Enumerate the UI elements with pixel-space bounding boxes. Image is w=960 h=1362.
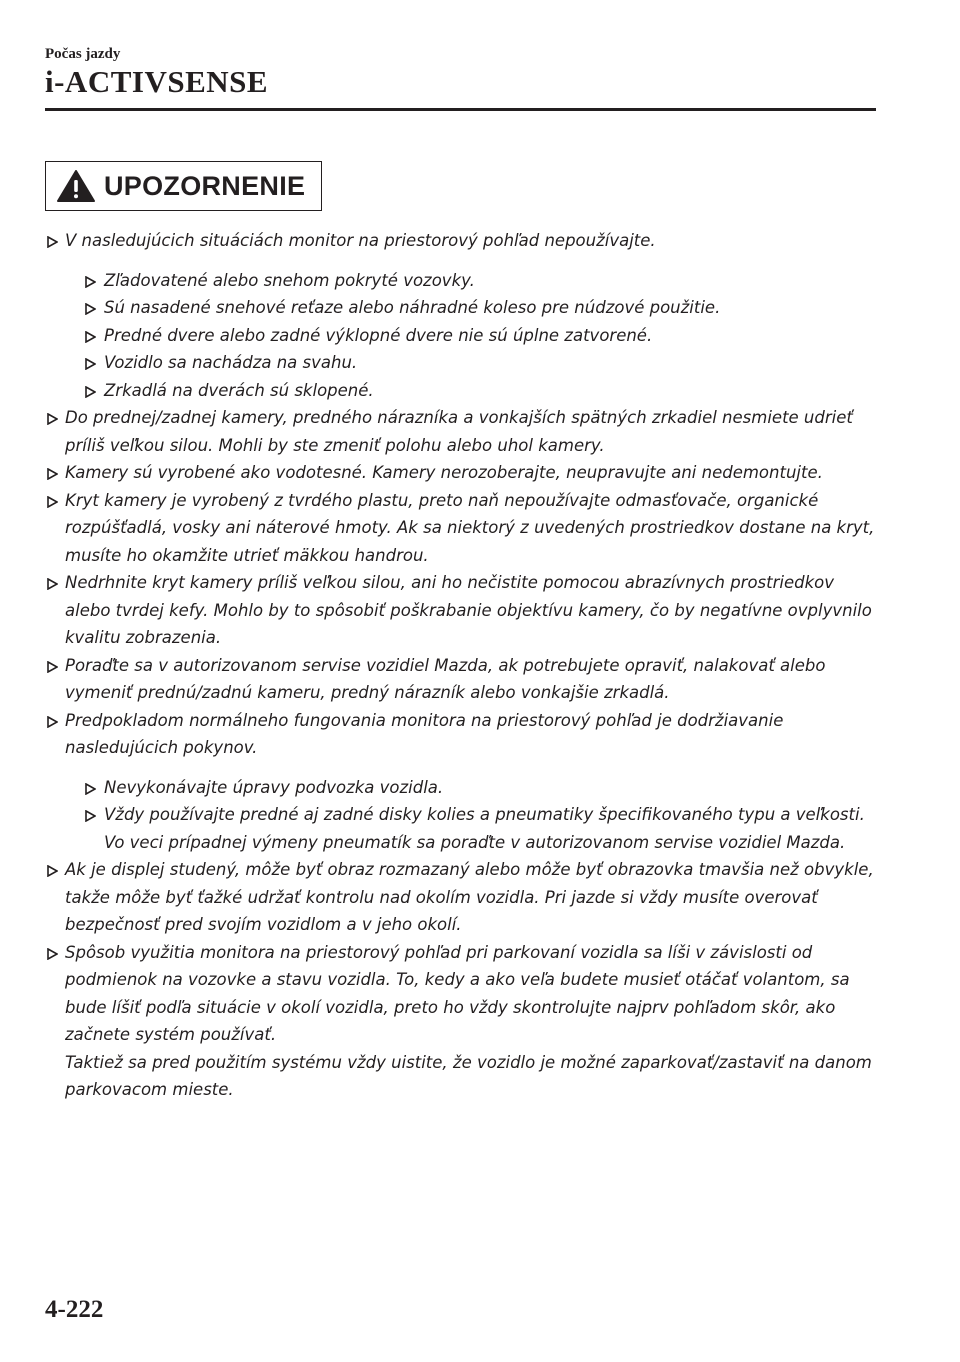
list-item bbox=[46, 939, 876, 1104]
arrow-bullet-icon bbox=[47, 948, 58, 960]
list-item bbox=[46, 569, 876, 652]
item-text: Spôsob využitia monitora na priestorový pohľad pri parkovaní vozidla sa líši v závislosti od podmienok na vozovke a stavu vozidla. To, kedy a ako veľa budete musieť otáčať volantom, sa bude líšiť podľa situácie v okolí vozidla, preto ho vždy skontrolujte najprv pohľadom skôr, ako začnete systém používať. bbox=[65, 942, 850, 1044]
sub-list bbox=[65, 774, 876, 857]
list-item bbox=[46, 856, 876, 939]
item-text: Do prednej/zadnej kamery, predného nárazníka a vonkajších spätných zrkadiel nesmiete udrieť príliš veľkou silou. Mohli by ste zmeniť polohu alebo uhol kamery. bbox=[65, 408, 853, 455]
sub-item-text: Nevykonávajte úpravy podvozka vozidla. bbox=[104, 777, 444, 797]
chapter-title: i-ACTIVSENSE bbox=[45, 64, 269, 99]
item-text: V nasledujúcich situáciách monitor na priestorový pohľad nepoužívajte. bbox=[65, 231, 656, 250]
sub-item-text: Vždy používajte predné aj zadné disky kolies a pneumatiky špecifikovaného typu a veľkosti. Vo veci prípadnej výmeny pneumatík sa poraďte v autorizovanom servise vozidiel Mazda. bbox=[104, 805, 865, 852]
arrow-bullet-icon bbox=[85, 386, 96, 398]
list-item bbox=[46, 459, 876, 487]
arrow-bullet-icon bbox=[47, 578, 58, 590]
sub-list-item bbox=[65, 322, 876, 350]
arrow-bullet-icon bbox=[85, 303, 96, 315]
arrow-bullet-icon bbox=[47, 716, 58, 728]
section-label: Počas jazdy bbox=[45, 46, 121, 62]
arrow-bullet-icon bbox=[47, 661, 58, 673]
arrow-bullet-icon bbox=[47, 496, 58, 508]
sub-list-item bbox=[65, 774, 876, 802]
sub-list-item bbox=[65, 294, 876, 322]
sub-list-item bbox=[65, 349, 876, 377]
sub-item-text: Zľadovatené alebo snehom pokryté vozovky. bbox=[104, 270, 475, 290]
arrow-bullet-icon bbox=[47, 865, 58, 877]
sub-list-item bbox=[65, 377, 876, 405]
item-text: Kryt kamery je vyrobený z tvrdého plastu, preto naň nepoužívajte odmasťovače, organické rozpúšťadlá, vosky ani náterové hmoty. Ak sa niektorý z uvedených prostriedkov dostane na kryt, musíte ho okamžite utrieť mäkkou handrou. bbox=[65, 490, 875, 565]
arrow-bullet-icon bbox=[85, 331, 96, 343]
item-text: Poraďte sa v autorizovanom servise vozidiel Mazda, ak potrebujete opraviť, nalakovať alebo vymeniť prednú/zadnú kameru, predný nárazník alebo vonkajšie zrkadlá. bbox=[65, 655, 826, 702]
warning-label: UPOZORNENIE bbox=[104, 170, 306, 201]
item-note: Taktiež sa pred použitím systému vždy uistite, že vozidlo je možné zaparkovať/zastaviť na danom parkovacom mieste. bbox=[65, 1052, 872, 1099]
header-rule bbox=[45, 108, 876, 111]
list-item bbox=[46, 707, 876, 857]
arrow-bullet-icon bbox=[85, 276, 96, 288]
sub-list-item bbox=[65, 801, 876, 856]
arrow-bullet-icon bbox=[85, 810, 96, 822]
item-text: Nedrhnite kryt kamery príliš veľkou silou, ani ho nečistite pomocou abrazívnych prostriedkov alebo tvrdej kefy. Mohlo by to spôsobiť poškrabanie objektívu kamery, čo by negatívne ovplyvnilo kvalitu zobrazenia. bbox=[65, 573, 872, 647]
sub-item-text: Vozidlo sa nachádza na svahu. bbox=[104, 353, 358, 372]
arrow-bullet-icon bbox=[85, 783, 96, 795]
warning-box bbox=[45, 161, 322, 211]
warning-list bbox=[46, 227, 876, 1104]
item-text: Predpokladom normálneho fungovania monitora na priestorový pohľad je dodržiavanie nasledujúcich pokynov. bbox=[65, 710, 784, 757]
sub-item-text: Zrkadlá na dverách sú sklopené. bbox=[104, 380, 374, 400]
sub-item-text: Sú nasadené snehové reťaze alebo náhradné koleso pre núdzové použitie. bbox=[104, 298, 721, 317]
item-text: Ak je displej studený, môže byť obraz rozmazaný alebo môže byť obrazovka tmavšia než obvykle, takže môže byť ťažké udržať kontrolu nad okolím vozidla. Pri jazde si vždy musíte overovať bezpečnosť pred svojím vozidlom a v jeho okolí. bbox=[65, 860, 874, 934]
sub-list bbox=[65, 267, 876, 405]
list-item bbox=[46, 227, 876, 404]
item-text: Kamery sú vyrobené ako vodotesné. Kamery nerozoberajte, neupravujte ani nedemontujte. bbox=[65, 463, 823, 482]
list-item bbox=[46, 652, 876, 707]
sub-list-item bbox=[65, 267, 876, 295]
list-item bbox=[46, 487, 876, 570]
list-item bbox=[46, 404, 876, 459]
warning-triangle-icon bbox=[56, 169, 96, 203]
arrow-bullet-icon bbox=[47, 413, 58, 425]
sub-item-text: Predné dvere alebo zadné výklopné dvere nie sú úplne zatvorené. bbox=[104, 325, 653, 345]
page-number: 4-222 bbox=[45, 1296, 104, 1323]
arrow-bullet-icon bbox=[47, 236, 58, 248]
arrow-bullet-icon bbox=[85, 358, 96, 370]
arrow-bullet-icon bbox=[47, 468, 58, 480]
